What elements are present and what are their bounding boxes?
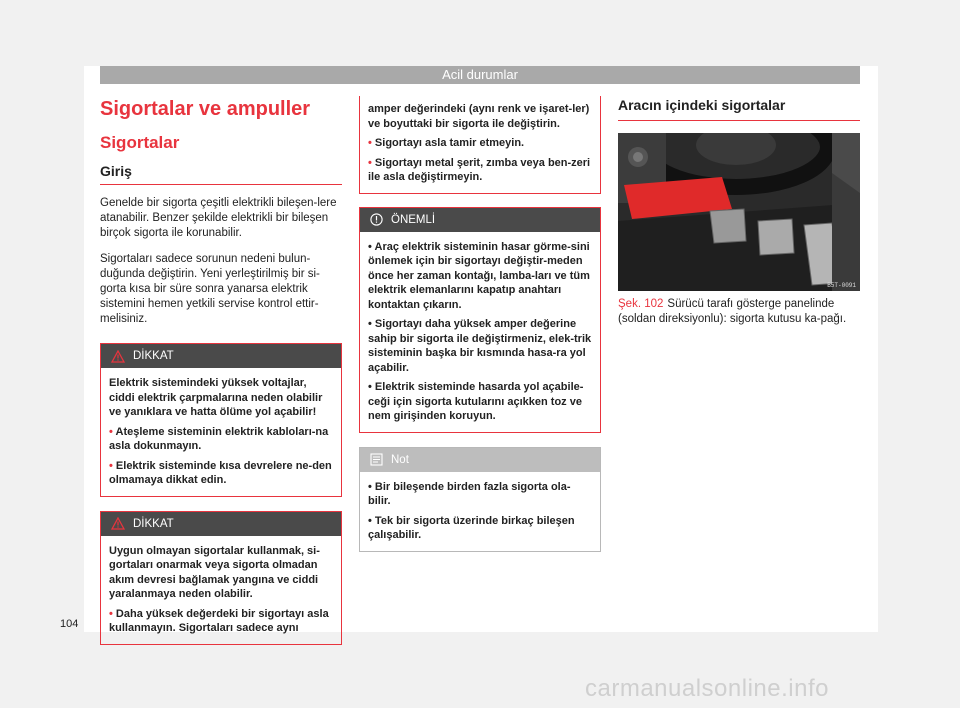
note-box-body	[360, 472, 600, 551]
warning-bullet: • Sigortayı asla tamir etmeyin.	[368, 137, 525, 149]
right-column	[618, 96, 860, 327]
note-icon	[370, 453, 383, 466]
warning-text: amper değerindeki (aynı renk ve işaret-ler) ve boyuttaki bir sigorta ile değiştirin.	[368, 103, 590, 130]
note-box-header	[360, 448, 600, 472]
warning-bullet: • Elektrik sisteminde kısa devrelere ne-den olmamaya dikkat edin.	[109, 459, 332, 486]
warning-box-fuses	[100, 511, 342, 645]
important-bullet: • Araç elektrik sisteminin hasar görme-sini önlemek için bir sigortayı değiştir-meden önce her zaman kontağı, lamba-ları ve tüm elektrik elemanlarını kapatıp anahtarı kontaktan çıkarın.	[368, 240, 590, 311]
warning-box-body	[101, 536, 341, 644]
warning-text: Elektrik sistemindeki yüksek voltajlar, ciddi elektrik çarpmalarına neden olabilir ve yanıklara ve hatta ölüme yol açabilir!	[109, 377, 323, 418]
dashboard-illustration	[618, 133, 860, 291]
intro-paragraph: Genelde bir sigorta çeşitli elektrikli bileşen-lere atanabilir. Benzer şekilde elektrikli bir bileşen birçok sigorta ile korunabilir.	[100, 197, 337, 239]
warning-bullet: • Ateşleme sisteminin elektrik kabloları-na asla dokunmayın.	[109, 425, 329, 452]
important-bullet: • Elektrik sisteminde hasarda yol açabile-ceği için sigorta kutularını açıkken toz ve nem girişinden koruyun.	[368, 381, 584, 422]
warning-bullet: • Daha yüksek değerdeki bir sigortayı asla kullanmayın. Sigortaları sadece aynı	[109, 607, 329, 634]
warning-box-body	[360, 96, 600, 193]
figure-caption	[618, 297, 860, 327]
warning-text: Uygun olmayan sigortalar kullanmak, si-gortaları onarmak veya sigorta olmadan akım devresi bağlamak yangına ve ciddi yaralanmaya neden olabilir.	[109, 544, 320, 600]
warning-triangle-icon	[111, 517, 125, 530]
warning-box-body	[101, 368, 341, 496]
section-title: Sigortalar	[100, 133, 180, 152]
important-box	[359, 207, 601, 433]
warning-box-header	[101, 512, 341, 536]
note-bullet: • Bir bileşende birden fazla sigorta ola-bilir.	[368, 480, 571, 507]
note-label: Not	[391, 453, 409, 466]
section-header-bar: Acil durumlar	[100, 66, 860, 84]
subsection-title: Aracın içindeki sigortalar	[618, 96, 860, 121]
figure-code: B5T-0091	[827, 282, 856, 289]
middle-column	[359, 96, 601, 552]
important-box-body	[360, 232, 600, 432]
warning-label: DİKKAT	[133, 517, 174, 530]
figure-caption-text: Sürücü tarafı gösterge panelinde (soldan direksiyonlu): sigorta kutusu ka-pağı.	[618, 298, 847, 325]
warning-label: DİKKAT	[133, 350, 174, 362]
warning-box-voltage	[100, 343, 342, 497]
fuse-box-figure	[618, 133, 860, 291]
important-label: ÖNEMLİ	[391, 213, 436, 226]
important-box-header	[360, 208, 600, 232]
warning-triangle-icon	[111, 350, 125, 363]
chapter-title: Sigortalar ve ampuller	[100, 98, 311, 120]
subsection-title: Giriş	[100, 162, 342, 185]
replace-paragraph: Sigortaları sadece sorunun nedeni bulun-duğunda değiştirin. Yeni yerleştirilmiş bir si-gorta kısa bir süre sonra yanarsa elektrik sistemini hemen yetkili servise kontrol ettir-melisiniz.	[100, 253, 320, 325]
warning-bullet: • Sigortayı metal şerit, zımba veya ben-zeri ile asla değiştirmeyin.	[368, 156, 591, 183]
important-bullet: • Sigortayı daha yüksek amper değerine sahip bir sigorta ile değiştirmeniz, elek-trik sisteminin başka bir kısmında hasa-ra yol açabilir.	[368, 318, 592, 374]
warning-box-header	[101, 344, 341, 368]
page-number: 104	[60, 618, 79, 630]
note-bullet: • Tek bir sigorta üzerinde birkaç bileşen çalışabilir.	[368, 514, 575, 541]
left-column	[100, 96, 342, 645]
figure-number: Şek. 102	[618, 298, 664, 310]
warning-box-continued	[359, 96, 601, 194]
info-circle-icon	[370, 213, 383, 226]
note-box	[359, 447, 601, 552]
watermark: carmanualsonline.info	[585, 675, 829, 702]
